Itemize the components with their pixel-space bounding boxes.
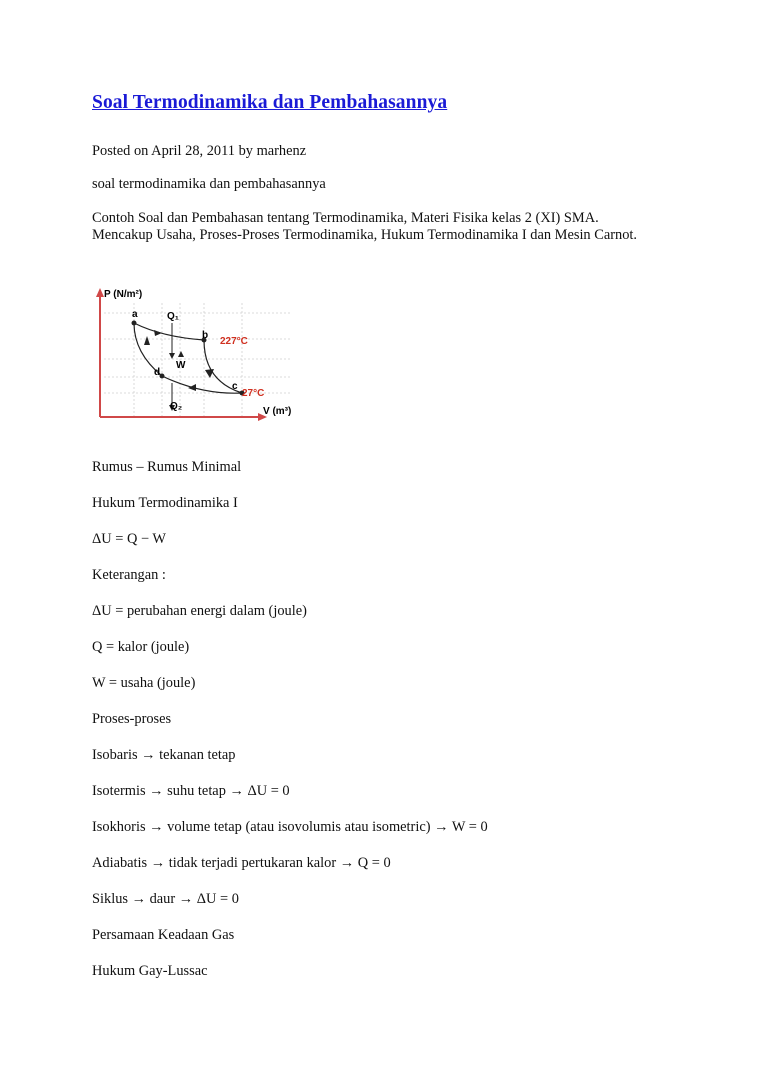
body-line-persamaan: Persamaan Keadaan Gas [92,927,235,943]
body-line-rumus: Rumus – Rumus Minimal [92,459,242,475]
carnot-cycle [134,323,242,393]
q1-label: Q₁ [167,311,179,322]
isotherm-ab [134,323,204,340]
post-meta: Posted on April 28, 2011 by marhenz [92,143,307,159]
pv-diagram [92,283,307,433]
intro-paragraph: Contoh Soal dan Pembahasan tentang Termodinamika, Materi Fisika kelas 2 (XI) SMA. Mencakup Usaha, Proses-Proses Termodinamika, Hukum Termodinamika I dan Mesin Carnot. [92,210,637,243]
body-line-formula: ΔU = Q − W [92,531,166,547]
body-line-gay-lussac: Hukum Gay-Lussac [92,963,208,979]
body-line-isobaris: Isobaris → tekanan tetap [92,747,236,763]
body-line-keterangan: Keterangan : [92,567,166,583]
body-line-isotermis: Isotermis → suhu tetap → ΔU = 0 [92,783,290,799]
x-axis-label: V (m³) [263,406,292,417]
body-line-w: W = usaha (joule) [92,675,196,691]
low-temp-label: 27°C [242,388,265,399]
cycle-points [132,321,245,396]
pv-diagram-svg [92,283,307,433]
body-line-proses: Proses-proses [92,711,172,727]
work-label: W [176,360,186,371]
high-temp-label: 227°C [220,336,248,347]
point-b-label: b [202,330,209,341]
q2-label: Q₂ [170,401,183,412]
y-axis-label: P (N/m²) [104,289,143,300]
grid-lines [104,303,292,417]
point-a-label: a [132,309,138,320]
body-line-adiabatis: Adiabatis → tidak terjadi pertukaran kalor → Q = 0 [92,855,391,871]
tagline: soal termodinamika dan pembahasannya [92,176,326,192]
body-line-hukum-1: Hukum Termodinamika I [92,495,238,511]
article-title[interactable]: Soal Termodinamika dan Pembahasannya [92,92,448,113]
point-c-label: c [232,381,238,392]
body-line-siklus: Siklus → daur → ΔU = 0 [92,891,239,907]
point-d-label: d [154,367,161,378]
body-line-isokhoris: Isokhoris → volume tetap (atau isovolumis atau isometric) → W = 0 [92,819,488,835]
q1-arrow-head [169,353,175,359]
body-line-delta-u: ΔU = perubahan energi dalam (joule) [92,603,307,619]
isotherm-cd [162,376,242,393]
body-line-q: Q = kalor (joule) [92,639,190,655]
